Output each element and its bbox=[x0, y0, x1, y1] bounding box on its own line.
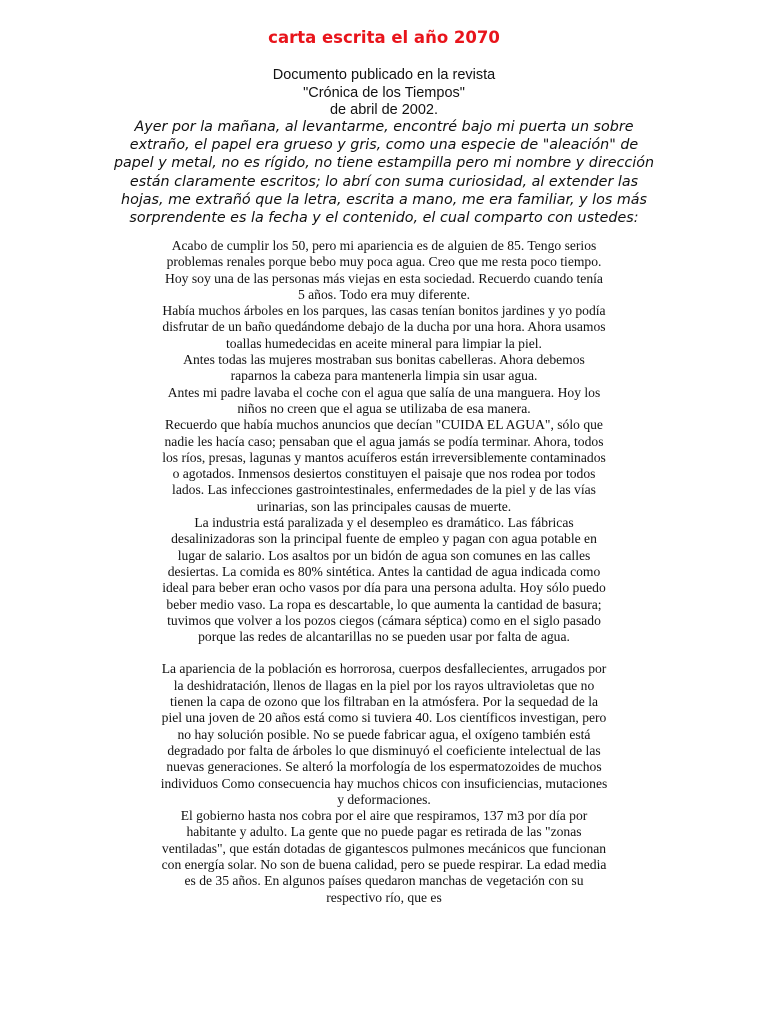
lead-paragraph: Ayer por la mañana, al levantarme, encontré bajo mi puerta un sobre extraño, el papel era grueso y gris, como una especie de "aleación" de papel y metal, no es rígido, no tiene estampilla pero mi nombre y dirección están claramente escritos; lo abrí con suma curiosidad, al extender las hojas, me extrañó que la letra, escrita a mano, me era familiar, y los más sorprendente es la fecha y el contenido, el cual comparto con ustedes: bbox=[113, 119, 655, 227]
letter-paragraph: Antes todas las mujeres mostraban sus bonitas cabelleras. Ahora debemos raparnos la cabeza para mantenerla limpia sin usar agua. bbox=[183, 352, 585, 384]
letter-paragraph: La apariencia de la población es horrorosa, cuerpos desfallecientes, arrugados por la deshidratación, llenos de llagas en la piel por los rayos ultravioletas que no tienen la capa de ozono que los filtraban en la atmósfera. Por la sequedad de la piel una joven de 20 años está como si tuviera 40. Los científicos investigan, pero no hay solución posible. No se puede fabricar agua, el oxígeno también está degradado por falta de árboles lo que disminuyó el coeficiente intelectual de las nuevas generaciones. Se alteró la morfología de los espermatozoides de muchos individuos Como consecuencia hay muchos chicos con insuficiencias, mutaciones y deformaciones. bbox=[160, 661, 608, 807]
publication-line: "Crónica de los Tiempos" bbox=[303, 84, 465, 101]
letter-paragraph: Había muchos árboles en los parques, las casas tenían bonitos jardines y yo podía disfrutar de un baño quedándome debajo de la ducha por una hora. Ahora usamos toallas humedecidas en aceite mineral para limpiar la piel. bbox=[162, 303, 606, 351]
letter-paragraph: El gobierno hasta nos cobra por el aire que respiramos, 137 m3 por día por habitante y adulto. La gente que no puede pagar es retirada de las "zonas ventiladas", que están dotadas de gigantescos pulmones mecánicos que funcionan con energía solar. No son de buena calidad, pero se puede respirar. La edad media es de 35 años. En algunos países quedaron manchas de vegetación con su respectivo río, que es bbox=[161, 808, 607, 905]
letter-paragraph: La industria está paralizada y el desempleo es dramático. Las fábricas desalinizadoras son la principal fuente de empleo y pagan con agua potable en lugar de salario. Los asaltos por un bidón de agua son comunes en las calles desiertas. La comida es 80% sintética. Antes la cantidad de agua indicada como ideal para beber eran ocho vasos por día para una persona adulta. Hoy sólo puedo beber medio vaso. La ropa es descartable, lo que aumenta la cantidad de basura; tuvimos que volver a los pozos ciegos (cámara séptica) como en el siglo pasado porque las redes de alcantarillas no se pueden usar por falta de agua. bbox=[162, 515, 606, 645]
letter-paragraph: Recuerdo que había muchos anuncios que decían "CUIDA EL AGUA", sólo que nadie les hacía caso; pensaban que el agua jamás se podía terminar. Ahora, todos los ríos, presas, lagunas y mantos acuíferos están irreversiblemente contaminados o agotados. Inmensos desiertos constituyen el paisaje que nos rodea por todos lados. Las infecciones gastrointestinales, enfermedades de la piel y de las vías urinarias, son las principales causas de muerte. bbox=[162, 417, 606, 514]
publication-note bbox=[0, 67, 768, 120]
letter-body bbox=[160, 238, 608, 906]
letter-paragraph: Acabo de cumplir los 50, pero mi apariencia es de alguien de 85. Tengo serios problemas renales porque bebo muy poca agua. Creo que me resta poco tiempo. Hoy soy una de las personas más viejas en esta sociedad. Recuerdo cuando tenía 5 años. Todo era muy diferente. bbox=[165, 238, 603, 302]
publication-line: de abril de 2002. bbox=[329, 102, 439, 118]
letter-paragraph: Antes mi padre lavaba el coche con el agua que salía de una manguera. Hoy los niños no creen que el agua se utilizaba de esa manera. bbox=[167, 384, 601, 416]
publication-line: Documento publicado en la revista bbox=[272, 67, 496, 83]
page-title: carta escrita el año 2070 bbox=[268, 28, 500, 47]
